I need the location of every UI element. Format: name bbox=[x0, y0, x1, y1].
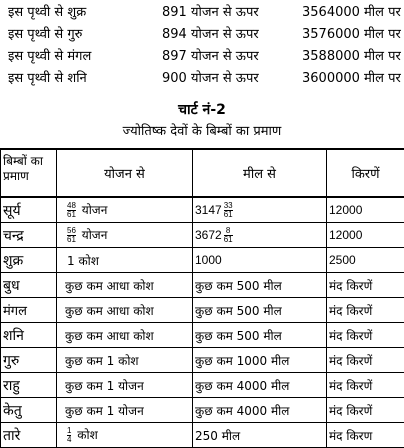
row-kiran: 12000 bbox=[327, 223, 404, 248]
row-yojan: 1 कोश bbox=[57, 248, 193, 273]
table-row bbox=[1, 248, 404, 273]
row-mil: कुछ कम 4000 मील bbox=[193, 398, 327, 423]
row-name: शुक्र bbox=[1, 248, 57, 273]
row-kiran: मंद किरणें bbox=[327, 348, 404, 373]
row-yojan: कुछ कम 1 योजन bbox=[57, 373, 193, 398]
table-row bbox=[1, 298, 404, 323]
fraction: $\frac{8}{61}$ bbox=[224, 227, 233, 244]
header-bimba: बिम्बों का प्रमाण bbox=[1, 149, 57, 197]
table-row bbox=[1, 323, 404, 348]
distance-label: इस पृथ्वी से शुक्र bbox=[8, 2, 86, 24]
distance-yojan: 897 योजन से ऊपर bbox=[162, 46, 259, 68]
row-kiran: 12000 bbox=[327, 197, 404, 223]
distance-label: इस पृथ्वी से शनि bbox=[8, 68, 87, 90]
header-yojan: योजन से bbox=[57, 149, 193, 197]
row-yojan: $\frac{1}{4}$ कोश bbox=[57, 423, 193, 448]
row-name: गुरु bbox=[1, 348, 57, 373]
row-kiran: 2500 bbox=[327, 248, 404, 273]
row-mil: 3147 $\frac{33}{61}$ bbox=[193, 197, 327, 223]
distance-label: इस पृथ्वी से गुरु bbox=[8, 24, 82, 46]
table-row bbox=[1, 223, 404, 248]
row-mil: 250 मील bbox=[193, 423, 327, 448]
row-name: सूर्य bbox=[1, 197, 57, 223]
row-kiran: मंद किरणें bbox=[327, 373, 404, 398]
distance-mil: 3564000 मील पर bbox=[302, 2, 401, 24]
distance-mil: 3588000 मील पर bbox=[302, 46, 401, 68]
table-row bbox=[1, 373, 404, 398]
distance-yojan: 891 योजन से ऊपर bbox=[162, 2, 259, 24]
row-mil: 3672 $\frac{8}{61}$ bbox=[193, 223, 327, 248]
fraction: $\frac{48}{61}$ bbox=[67, 202, 76, 219]
row-mil: कुछ कम 1000 मील bbox=[193, 348, 327, 373]
row-kiran: मंद किरणें bbox=[327, 323, 404, 348]
row-yojan: $\frac{48}{61}$ योजन bbox=[57, 197, 193, 223]
row-mil: कुछ कम 500 मील bbox=[193, 323, 327, 348]
table-row bbox=[1, 273, 404, 298]
distance-label: इस पृथ्वी से मंगल bbox=[8, 46, 91, 68]
row-mil: कुछ कम 500 मील bbox=[193, 273, 327, 298]
table-header-row bbox=[1, 149, 404, 197]
row-name: तारे bbox=[1, 423, 57, 448]
fraction: $\frac{56}{61}$ bbox=[67, 227, 76, 244]
row-mil: कुछ कम 500 मील bbox=[193, 298, 327, 323]
row-yojan: $\frac{56}{61}$ योजन bbox=[57, 223, 193, 248]
row-name: बुध bbox=[1, 273, 57, 298]
bimba-pramana-table bbox=[0, 148, 404, 448]
table-row bbox=[1, 398, 404, 423]
row-name: राहु bbox=[1, 373, 57, 398]
row-name: चन्द्र bbox=[1, 223, 57, 248]
distance-yojan: 900 योजन से ऊपर bbox=[162, 68, 259, 90]
row-yojan: कुछ कम 1 कोश bbox=[57, 348, 193, 373]
row-kiran: मंद किरणें bbox=[327, 398, 404, 423]
row-kiran: मंद किरणें bbox=[327, 273, 404, 298]
row-yojan: कुछ कम 1 योजन bbox=[57, 398, 193, 423]
row-kiran: मंद किरणें bbox=[327, 298, 404, 323]
distance-mil: 3600000 मील पर bbox=[302, 68, 401, 90]
table-row bbox=[1, 348, 404, 373]
row-mil: 1000 bbox=[193, 248, 327, 273]
row-name: मंगल bbox=[1, 298, 57, 323]
chart-subtitle: ज्योतिष्क देवों के बिम्बों का प्रमाण bbox=[0, 121, 404, 139]
row-yojan: कुछ कम आधा कोश bbox=[57, 273, 193, 298]
row-yojan: कुछ कम आधा कोश bbox=[57, 323, 193, 348]
header-kiran: किरणें bbox=[327, 149, 404, 197]
row-yojan: कुछ कम आधा कोश bbox=[57, 298, 193, 323]
fraction: $\frac{33}{61}$ bbox=[224, 202, 233, 219]
row-kiran: मंद किरण bbox=[327, 423, 404, 448]
distance-yojan: 894 योजन से ऊपर bbox=[162, 24, 259, 46]
row-mil: कुछ कम 4000 मील bbox=[193, 373, 327, 398]
table-row bbox=[1, 423, 404, 448]
fraction: $\frac{1}{4}$ bbox=[67, 427, 71, 444]
row-name: केतु bbox=[1, 398, 57, 423]
header-mil: मील से bbox=[193, 149, 327, 197]
row-name: शनि bbox=[1, 323, 57, 348]
chart-title: चार्ट नं-2 bbox=[0, 100, 404, 119]
distance-mil: 3576000 मील पर bbox=[302, 24, 401, 46]
table-row bbox=[1, 197, 404, 223]
